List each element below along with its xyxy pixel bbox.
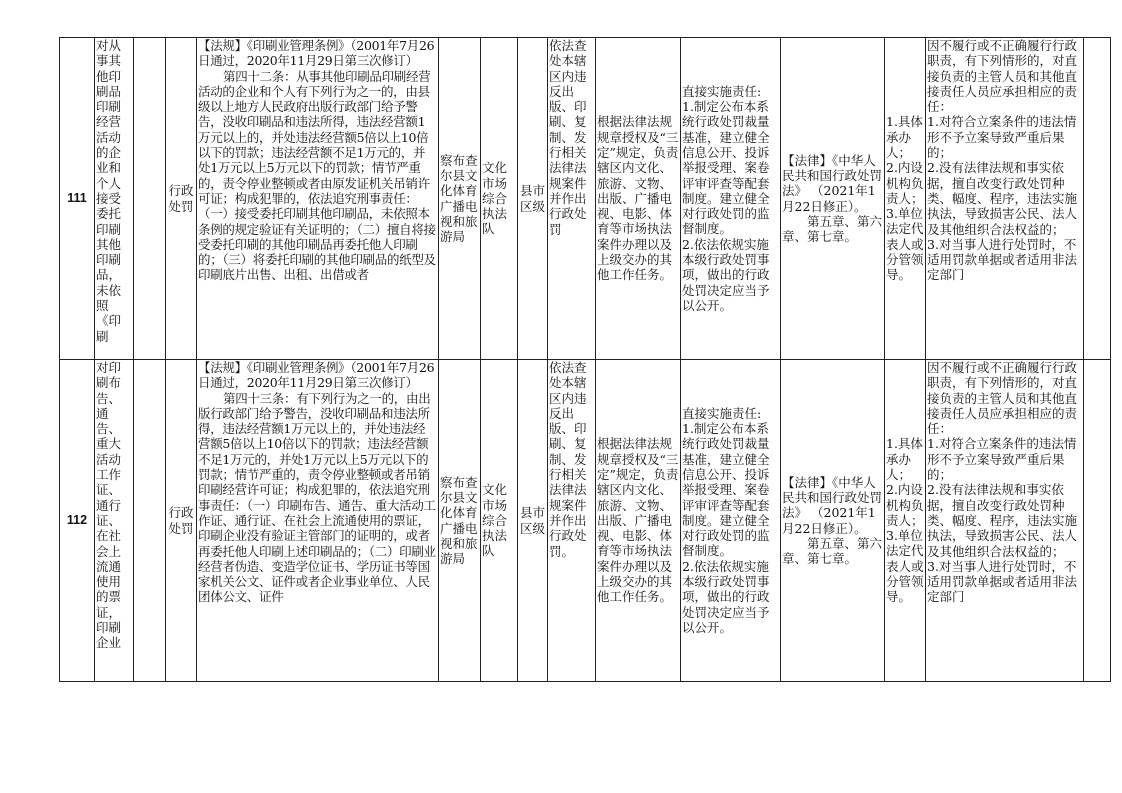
subject-cell: 1.具体承办人； 2.内设机构负责人； 3.单位法定代表人或分管领导。 — [885, 360, 926, 682]
item-name: 对印刷布告、通告、重大活动工作证、通行证、在社会上流通使用的票证，印刷企业 — [96, 360, 122, 651]
item-name-cell — [95, 38, 134, 360]
scope-text: 依法查处本辖区内违反出版、印刷、复制、发行相关法律法规案件并作出行政处罚。 — [549, 360, 587, 559]
agency-cell: 察布查尔县文化体育广播电视和旅游局 — [439, 360, 481, 682]
responsibility-cell: 直接实施责任: 1.制定公布本系统行政处罚裁量基准，建立健全信息公开、投诉举报受理、案卷评审评查等配套制度。建立健全对行政处罚的监督制度。 2.依法依规实施本级行政处罚事项，做出的行政处罚决定应当予以公开。 — [681, 360, 781, 682]
basis2-cell — [781, 360, 885, 682]
remark-cell — [1084, 38, 1111, 360]
power-list-table — [59, 37, 1111, 682]
scope-cell — [548, 38, 596, 360]
basis2-chapters: 第五章、第六章、第七章。 — [782, 213, 883, 245]
table-row — [60, 38, 1111, 360]
remark-cell — [1084, 360, 1111, 682]
accountability-cell — [926, 38, 1084, 360]
legal-basis-head: 【法规】《印刷业管理条例》（2001年7月26日通过，2020年11月29日第三次修订） — [198, 38, 435, 69]
responsibility-cell: 直接实施责任: 1.制定公布本系统行政处罚裁量基准，建立健全信息公开、投诉举报受理、案卷评审评查等配套制度。建立健全对行政处罚的监督制度。 2.依法依规实施本级行政处罚事项，做出的行政处罚决定应当予以公开。 — [681, 38, 781, 360]
duties-cell: 根据法律法规规章授权及“三定”规定，负责辖区内文化、旅游、文物、出版、广播电视、电影、体育等市场执法案件办理以及上级交办的其他工作任务。 — [596, 360, 681, 682]
basis2-date: （2021年1月22日修正）。 — [782, 183, 876, 214]
sub-item-cell — [134, 38, 166, 360]
basis2-title: 【法律】《中华人民共和国行政处罚法》 — [782, 474, 883, 521]
dept-cell: 文化市场综合执法队 — [481, 38, 518, 360]
basis2-chapters: 第五章、第六章、第七章。 — [782, 535, 883, 567]
row-number: 112 — [60, 360, 95, 682]
item-name: 对从事其他印刷品印刷经营活动的企业和个人接受委托印刷其他印刷品，未依照《印刷 — [96, 38, 122, 344]
category-cell: 行政处罚 — [166, 38, 197, 360]
legal-basis-cell — [197, 360, 439, 682]
accountability-cell — [926, 360, 1084, 682]
level-cell: 县市区级 — [518, 38, 548, 360]
accountability-text: 因不履行或不正确履行行政职责，有下列情形的，对直接负责的主管人员和其他直接责任人员应承担相应的责任： 1.对符合立案条件的违法情形不予立案导致严重后果的； 2.没有法律法规和事实依据，擅自改变行政处罚种类、幅度、程序，违法实施执法，导致损害公民、法人及其他组织合法权益的； 3.对当事人进行处罚时，不适用罚款单据或者适用非法定部门 — [927, 38, 1078, 283]
legal-basis-body: 第四十三条：有下列行为之一的，由出版行政部门给予警告，没收印刷品和违法所得，违法经营额1万元以上的，并处违法经营额5倍以上10倍以下的罚款；违法经营额不足1万元的，并处1万元以上5万元以下的罚款；情节严重的，责令停业整顿或者吊销印刷经营许可证；构成犯罪的，依法追究刑事责任：（一）印刷布告、通告、重大活动工作证、通行证、在社会上流通使用的票证，印刷企业没有验证主管部门的证明的，或者再委托他人印刷上述印刷品的；（二）印刷业经营者伪造、变造学位证书、学历证书等国家机关公文、证件或者企业事业单位、人民团体公文、证件 — [198, 390, 436, 605]
category-cell: 行政处罚 — [166, 360, 197, 682]
basis2-cell — [781, 38, 885, 360]
basis2-title: 【法律】《中华人民共和国行政处罚法》 — [782, 152, 883, 199]
legal-basis-cell — [197, 38, 439, 360]
legal-basis-head: 【法规】《印刷业管理条例》（2001年7月26日通过，2020年11月29日第三次修订） — [198, 360, 435, 391]
legal-basis-body: 第四十二条：从事其他印刷品印刷经营活动的企业和个人有下列行为之一的，由县级以上地方人民政府出版行政部门给予警告，没收印刷品和违法所得，违法经营额1万元以上的，并处违法经营额5倍以上10倍以下的罚款；违法经营额不足1万元的，并处1万元以上5万元以下的罚款；情节严重的，责令停业整顿或者由原发证机关吊销许可证；构成犯罪的，依法追究刑事责任：（一）接受委托印刷其他印刷品，未依照本条例的规定验证有关证明的；（二）擅自将接受委托印刷的其他印刷品再委托他人印刷的；（三）将委托印刷的其他印刷品的纸型及印刷底片出售、出租、出借或者 — [198, 68, 436, 283]
accountability-text: 因不履行或不正确履行行政职责，有下列情形的，对直接负责的主管人员和其他直接责任人员应承担相应的责任： 1.对符合立案条件的违法情形不予立案导致严重后果的； 2.没有法律法规和事实依据，擅自改变行政处罚种类、幅度、程序，违法实施执法，导致损害公民、法人及其他组织合法权益的； 3.对当事人进行处罚时，不适用罚款单据或者适用非法定部门 — [927, 360, 1078, 605]
scope-text: 依法查处本辖区内违反出版、印刷、复制、发行相关法律法规案件并作出行政处罚 — [549, 38, 587, 237]
level-cell: 县市区级 — [518, 360, 548, 682]
scope-cell — [548, 360, 596, 682]
duties-cell: 根据法律法规规章授权及“三定”规定，负责辖区内文化、旅游、文物、出版、广播电视、电影、体育等市场执法案件办理以及上级交办的其他工作任务。 — [596, 38, 681, 360]
item-name-cell — [95, 360, 134, 682]
sub-item-cell — [134, 360, 166, 682]
table-row — [60, 360, 1111, 682]
basis2-date: （2021年1月22日修正）。 — [782, 505, 876, 536]
agency-cell: 察布查尔县文化体育广播电视和旅游局 — [439, 38, 481, 360]
dept-cell: 文化市场综合执法队 — [481, 360, 518, 682]
row-number: 111 — [60, 38, 95, 360]
subject-cell: 1.具体承办人； 2.内设机构负责人； 3.单位法定代表人或分管领导。 — [885, 38, 926, 360]
